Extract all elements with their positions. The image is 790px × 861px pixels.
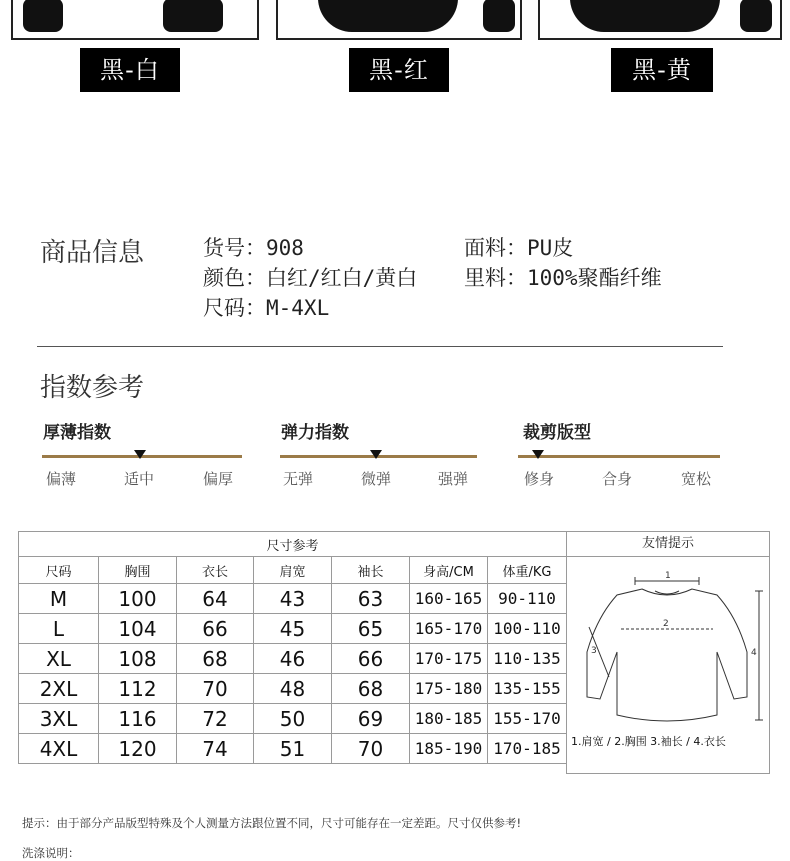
measurement-cell: 45: [254, 614, 332, 644]
measurement-cell: 108: [99, 644, 177, 674]
section-divider: [37, 346, 723, 347]
wash-instructions-label: 洗涤说明：: [22, 846, 80, 860]
elasticity-option-none: 无弹: [283, 470, 314, 488]
table-row: [19, 674, 567, 704]
product-info-title: 商品信息: [40, 238, 145, 268]
size-cell: 4XL: [19, 734, 99, 764]
measurement-cell: 170-175: [410, 644, 488, 674]
thickness-option-thin: 偏薄: [46, 470, 77, 488]
diagram-label-2: 2: [663, 619, 669, 629]
product-photo-black-white: [11, 0, 259, 40]
elasticity-index-marker: [370, 450, 382, 459]
size-chart-caption: 尺寸参考: [19, 532, 567, 557]
size-header-cell: 身高/CM: [410, 557, 488, 584]
measurement-cell: 65: [332, 614, 410, 644]
measurement-cell: 43: [254, 584, 332, 614]
measurement-cell: 70: [177, 674, 254, 704]
cut-option-slim: 修身: [524, 470, 555, 488]
measurement-cell: 46: [254, 644, 332, 674]
diagram-label-1: 1: [665, 571, 671, 581]
tips-title: 友情提示: [567, 532, 769, 557]
size-header-cell: 肩宽: [254, 557, 332, 584]
index-reference-title: 指数参考: [40, 373, 145, 403]
measurement-cell: 66: [177, 614, 254, 644]
product-photo-black-yellow: [538, 0, 782, 40]
measurement-cell: 104: [99, 614, 177, 644]
item-number: 货号：908: [203, 236, 304, 260]
measurement-cell: 120: [99, 734, 177, 764]
cut-style-bar: [518, 455, 720, 458]
size-header-cell: 衣长: [177, 557, 254, 584]
cut-option-regular: 合身: [602, 470, 633, 488]
size-header-cell: 胸围: [99, 557, 177, 584]
measurement-cell: 112: [99, 674, 177, 704]
fabric: 面料：PU皮: [464, 236, 574, 260]
measurement-cell: 74: [177, 734, 254, 764]
cut-style-marker: [532, 450, 544, 459]
diagram-label-3: 3: [591, 646, 597, 656]
size-header-cell: 尺码: [19, 557, 99, 584]
size-header-cell: 体重/KG: [488, 557, 567, 584]
measurement-cell: 165-170: [410, 614, 488, 644]
elasticity-index-heading: 弹力指数: [281, 423, 349, 443]
measurement-cell: 68: [332, 674, 410, 704]
table-row: [19, 614, 567, 644]
measurement-cell: 100: [99, 584, 177, 614]
measurement-cell: 160-165: [410, 584, 488, 614]
elasticity-option-slight: 微弹: [361, 470, 392, 488]
garment-measure-diagram: [567, 557, 769, 732]
measurement-cell: 72: [177, 704, 254, 734]
size-cell: 2XL: [19, 674, 99, 704]
size-disclaimer: 提示：由于部分产品版型特殊及个人测量方法跟位置不同，尺寸可能存在一定差距。尺寸仅供参考!: [22, 816, 522, 830]
size-header-cell: 袖长: [332, 557, 410, 584]
color-label-black-red: 黑-红: [349, 48, 449, 92]
measurement-cell: 170-185: [488, 734, 567, 764]
color-label-black-white: 黑-白: [80, 48, 180, 92]
size-cell: L: [19, 614, 99, 644]
measurement-cell: 48: [254, 674, 332, 704]
thickness-index-marker: [134, 450, 146, 459]
measurement-cell: 100-110: [488, 614, 567, 644]
color-label-black-yellow: 黑-黄: [611, 48, 713, 92]
elasticity-option-strong: 强弹: [438, 470, 469, 488]
table-row: [19, 704, 567, 734]
measurement-cell: 63: [332, 584, 410, 614]
measurement-cell: 64: [177, 584, 254, 614]
color-info: 颜色：白红/红白/黄白: [203, 266, 418, 290]
measurement-cell: 135-155: [488, 674, 567, 704]
measurement-cell: 116: [99, 704, 177, 734]
measurement-cell: 51: [254, 734, 332, 764]
measurement-cell: 175-180: [410, 674, 488, 704]
measurement-cell: 180-185: [410, 704, 488, 734]
table-row: [19, 644, 567, 674]
tips-box: [566, 531, 770, 774]
measurement-cell: 70: [332, 734, 410, 764]
measurement-cell: 66: [332, 644, 410, 674]
table-row: [19, 584, 567, 614]
measurement-cell: 185-190: [410, 734, 488, 764]
size-cell: M: [19, 584, 99, 614]
measurement-cell: 90-110: [488, 584, 567, 614]
measurement-legend: 1.肩宽 / 2.胸围 3.袖长 / 4.衣长: [571, 735, 726, 748]
thickness-option-medium: 适中: [124, 470, 155, 488]
lining: 里料：100%聚酯纤维: [464, 266, 662, 290]
table-row: [19, 734, 567, 764]
thickness-index-heading: 厚薄指数: [43, 423, 111, 443]
cut-style-heading: 裁剪版型: [523, 423, 591, 443]
size-cell: 3XL: [19, 704, 99, 734]
size-chart-table: [18, 531, 567, 764]
diagram-label-4: 4: [751, 648, 757, 658]
size-range: 尺码：M-4XL: [203, 296, 330, 320]
product-photo-black-red: [276, 0, 522, 40]
size-cell: XL: [19, 644, 99, 674]
measurement-cell: 69: [332, 704, 410, 734]
measurement-cell: 110-135: [488, 644, 567, 674]
thickness-option-thick: 偏厚: [203, 470, 234, 488]
cut-option-loose: 宽松: [681, 470, 712, 488]
measurement-cell: 155-170: [488, 704, 567, 734]
measurement-cell: 50: [254, 704, 332, 734]
measurement-cell: 68: [177, 644, 254, 674]
